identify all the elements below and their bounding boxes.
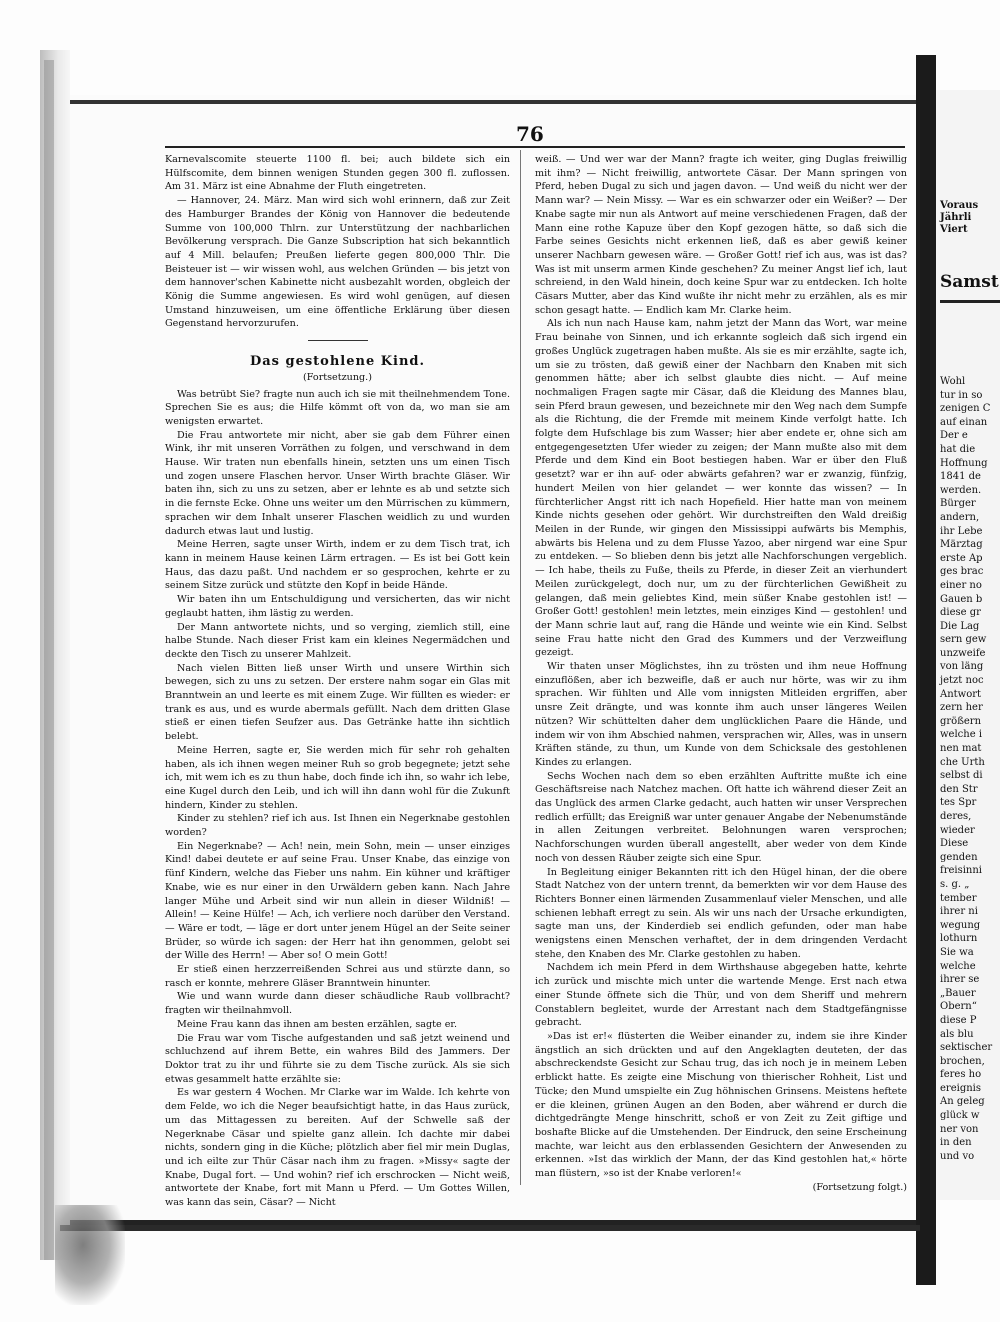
story-paragraph: Nachdem ich mein Pferd in dem Wirthshause abgegeben hatte, kehrte ich zurück und mischte mich unter die wartende Menge. Erst nach etwa einer Stunde öffnete sich die Thür, und von dem Sheriff und mehrern Constablern begleitet, wurde der Arrestant nach dem Stadtgefängnisse gebracht. [535, 962, 907, 1029]
adjacent-text-fragment: glück w [940, 1110, 980, 1122]
story-paragraph: Sechs Wochen nach dem so eben erzählten Auftritte mußte ich eine Geschäftsreise nach Natchez machen. Oft hatte ich während dieser Zeit an das Unglück des armen Clarke gedacht, auch hatten wir unser Versprechen redlich erfüllt; das Ereigniß war unter genauer Angabe der Nebenumstände in allen Zeitungen verbreitet. Belohnungen waren versprochen; Nachforschungen wurden überall angestellt, aber weder von dem Kinde noch von dessen Räuber zeigte sich eine Spur. [535, 770, 907, 864]
page-edge [44, 60, 54, 1260]
adjacent-text-fragment: Märztag [940, 539, 983, 551]
adjacent-text-fragment: ihr Lebe [940, 525, 983, 537]
adjacent-text-fragment: auf einan [940, 416, 988, 428]
adjacent-text-fragment: tur in so [940, 389, 983, 401]
adjacent-text-fragment: Wohl [940, 376, 966, 387]
adjacent-text-fragment: Bürger [940, 498, 976, 510]
adjacent-page-body [940, 375, 1000, 1163]
adjacent-text-fragment: freisinni [940, 865, 983, 877]
adjacent-page-title: Samst [940, 272, 999, 292]
adjacent-text-fragment: ihrer se [940, 974, 980, 986]
adjacent-text-fragment: Diese [940, 838, 969, 850]
adjacent-text-fragment: nen mat [940, 743, 982, 755]
adjacent-text-fragment: hat die [940, 443, 976, 455]
adjacent-text-fragment: ihrer ni [940, 906, 978, 918]
adjacent-text-fragment: brochen, [940, 1055, 985, 1067]
story-paragraph: Kinder zu stehlen? rief ich aus. Ist Ihnen ein Negerknabe gestohlen worden? [165, 813, 510, 839]
story-paragraph: Als ich nun nach Hause kam, nahm jetzt der Mann das Wort, war meine Frau beinahe von Sinnen, und ich erkannte sogleich daß sich irgend ein großes Unglück zugetragen haben mußte. Als sie es mir erzählte, sagte ich, um sie zu trösten, daß gewiß einer der Nachbarn den Knaben mit sich genommen hätte; aber ich selbst glaubte dies nicht. — Auf meine nochmaligen Fragen sagte mir Cäsar, daß die Kleidung des Mannes blau, sein Pferd braun gewesen, und bezeichnete mir den Weg nach dem Sumpfe als die Richtung, die der Fremde mit meinem Kinde verfolgt hatte. Ich folgte dem Hufschlage bis zum Wasser; hier aber endete er, ohne sich am entgegengesetzten Ufer wieder zu zeigen; der Mann mußte also mit dem Pferde und dem Kind ein Boot bestiegen haben. War er über den Fluß gesetzt? war er ihn auf- oder abwärts gefahren? war er zwanzig, fünfzig, hundert Meilen von hier gelandet — wer konnte das wissen? — In fürchterlicher Angst ritt ich nach Hopefield. Hier hatte man von meinem Kinde nichts gesehen oder gehört. Wir durchstreiften den Wald dreißig Meilen in der Runde, wir gingen den Mississippi aufwärts bis Memphis, abwärts bis Helena und zu dem Flusse Yazoo, aber nirgend war eine Spur zu entdeken. — So blieben denn bis jetzt alle Nachforschungen vergeblich. — Ich habe, theils zu Fuße, theils zu Pferde, in dieser Zeit an vierhundert Meilen zurückgelegt, doch nur, um zu der fürchterlichen Gewißheit zu gelangen, daß mein geliebtes Kind, mein süßer Knabe gestohlen ist! — Großer Gott! gestohlen! mein letztes, mein einziges Kind — gestohlen! und der Mann schrie laut auf, rang die Hände und weinte wie ein Kind. Selbst seine Frau hatte nicht den Grad des Kummers und der Verzweiflung gezeigt. [535, 318, 907, 659]
adjacent-text-fragment: „Bauer [940, 987, 976, 999]
adjacent-text-fragment: s. g. „ [940, 878, 970, 890]
adjacent-text-fragment: werden. [940, 484, 982, 496]
adjacent-text-fragment: ges brac [940, 566, 984, 578]
adjacent-text-fragment: zenigen C [940, 403, 991, 415]
adjacent-text-fragment: 1841 de [940, 471, 981, 483]
adjacent-text-fragment: Antwort [940, 688, 982, 700]
header-rule [165, 146, 905, 148]
continuation-note: (Fortsetzung folgt.) [812, 1181, 907, 1193]
adjacent-text-fragment: wegung [940, 919, 981, 931]
right-column [535, 153, 907, 1194]
news-paragraph: Karnevalscomite steuerte 1100 fl. bei; auch bildete sich ein Hülfscomite, dem binnen wenigen Stunden gegen 300 fl. zuflossen. Am 31. März ist eine Abnahme der Fluth eingetreten. [165, 154, 510, 193]
story-paragraph: Er stieß einen herzzerreißenden Schrei aus und stürzte dann, so rasch er konnte, mehrere Gläser Branntwein hinunter. [165, 964, 510, 989]
adjacent-text-fragment: ereignis [940, 1082, 981, 1094]
adjacent-text-fragment: wieder [940, 824, 975, 836]
adjacent-text-fragment: größern [940, 715, 982, 727]
adjacent-text-fragment: che Urth [940, 756, 985, 768]
header-fragment: Jährli [940, 212, 972, 223]
adjacent-text-fragment: sern gew [940, 634, 987, 646]
adjacent-text-fragment: zern her [940, 702, 983, 714]
story-paragraph: Was betrübt Sie? fragte nun auch ich sie mit theilnehmendem Tone. Sprechen Sie es aus; die Hilfe kömmt oft von da, wo man sie am wenigsten erwartet. [165, 388, 510, 427]
story-paragraph: Nach vielen Bitten ließ unser Wirth und unsere Wirthin sich bewegen, sich zu uns zu setzen. Der erstere nahm sogar ein Glas mit Branntwein an und leerte es mit einem Zuge. Wir füllten es wieder: er trank es aus, und es wurde abermals gefüllt. Nach dem dritten Glase stieß er einen tiefen Seufzer aus. Das Getränke hatte ihn sichtlich belebt. [165, 662, 510, 743]
adjacent-text-fragment: Hoffnung [940, 457, 988, 469]
adjacent-text-fragment: diese gr [940, 607, 981, 619]
scan-stain [55, 1205, 125, 1305]
adjacent-text-fragment: erste Ap [940, 552, 983, 564]
adjacent-text-fragment: unzweife [940, 647, 986, 659]
adjacent-text-fragment: Sie wa [940, 946, 974, 958]
adjacent-text-fragment: feres ho [940, 1069, 982, 1081]
story-paragraph: In Begleitung einiger Bekannten ritt ich den Hügel hinan, der die obere Stadt Natchez von der untern trennt, da bemerkten wir vor dem Hause des Richters Bonner einen lärmenden Zusammenlauf vieler Menschen, und alle schienen lebhaft erregt zu sein. Als wir uns nach der Ursache erkundigten, sagte man uns, der Kinderdieb sei endlich gefunden, oder man habe wenigstens einen Menschen verhaftet, der in dem dringenden Verdacht stehe, den Knaben des Mr. Clarke gestohlen zu haben. [535, 866, 907, 960]
adjacent-text-fragment: welche [940, 960, 976, 972]
top-rule [70, 100, 916, 104]
news-paragraph: — Hannover, 24. März. Man wird sich wohl erinnern, daß zur Zeit des Hamburger Brandes der König von Hannover die bedeutende Summe von 100,000 Thlrn. zur Unterstützung der nachbarlichen Bevölkerung versprach. Die Ganze Subscription hat sich bekanntlich auf 4 Mill. belaufen; Preußen lieferte gegen 800,000 Thlr. Die Beisteuer ist — wir wissen wohl, aus welchen Gründen — bis jetzt von dem hannover'schen Kabinette nicht ausbezahlt worden, obgleich der König die Summe angewiesen. Es wird wohl genügen, auf diesen Umstand hinzuweisen, um eine öffentliche Erklärung über diesen Gegenstand hervorzurufen. [165, 195, 510, 330]
story-paragraph: Die Frau antwortete mir nicht, aber sie gab dem Führer einen Wink, ihr mit unseren Vorräthen zu folgen, und verschwand in dem Hause. Wir traten nun ebenfalls hinein, setzten uns um einen Tisch und zogen unsere Flaschen hervor. Unser Wirth brachte Gläser. Wir baten ihn, sich zu uns zu setzen, aber er lehnte es ab und setzte sich in die fernste Ecke. Ohne uns weiter um den Mürrischen zu kümmern, sprachen wir dem Inhalt unserer Flaschen weidlich zu und wurden dadurch etwas laut und lustig. [165, 429, 510, 537]
adjacent-text-fragment: in den [940, 1137, 972, 1149]
adjacent-text-fragment: deres, [940, 811, 972, 822]
adjacent-text-fragment: jetzt noc [940, 675, 984, 687]
adjacent-text-fragment: An geleg [940, 1096, 985, 1108]
adjacent-text-fragment: andern, [940, 511, 980, 523]
adjacent-text-fragment: sektischer [940, 1042, 993, 1054]
adjacent-text-fragment: von läng [940, 661, 984, 673]
story-paragraph: Ein Negerknabe? — Ach! nein, mein Sohn, mein — unser einziges Kind! dabei deutete er auf seine Frau. Unser Knabe, das einzige von fünf Kindern, welche das Fieber uns nahm. Ein kühner und kräftiger Knabe, wie es nur einer in den Urwäldern geben kann. Nach Jahre langer Mühe und Arbeit sind wir nun allein in dieser Wildniß! — Allein! — Keine Hülfe! — Ach, ich verliere noch darüber den Verstand. — Wäre er todt, — läge er dort unter jenem Hügel an der Seite seiner Brüder, so würde ich sagen: der Herr hat ihn genommen, gelobt sei der Wille des Herrn! — Aber so! O mein Gott! [165, 840, 510, 962]
story-paragraph: Der Mann antwortete nichts, und so verging, ziemlich still, eine halbe Stunde. Nach dieser Frist kam ein kleines Negermädchen und deckte den Tisch zu unserer Mahlzeit. [165, 621, 510, 660]
page-bottom-edge [60, 1225, 920, 1231]
adjacent-text-fragment: ner von [940, 1123, 979, 1135]
header-fragment: Voraus [940, 200, 979, 211]
page-gutter [916, 55, 936, 1285]
header-fragment: Viert [940, 224, 968, 235]
adjacent-text-fragment: lothurn [940, 933, 978, 945]
story-paragraph: Meine Herren, sagte unser Wirth, indem er zu dem Tisch trat, ich kann in meinem Hause keinen Lärm ertragen. — Es ist bei Gott kein Haus, das dazu paßt. Und nachdem er so gesprochen, kehrte er zu seinem Sitze zurück und stützte den Kopf in beide Hände. [165, 539, 510, 592]
adjacent-text-fragment: tember [940, 892, 977, 904]
adjacent-text-fragment: welche i [940, 729, 983, 741]
article-title: Das gestohlene Kind. [249, 354, 426, 370]
story-paragraph: Meine Herren, sagte er, Sie werden mich für sehr roh gehalten haben, als ich ihnen wegen meiner Ruh so grob begegnete; jetzt sehe ich, mit wem ich es zu thun habe, doch finde ich ihn, so wahr ich lebe, eine Kugel durch den Leib, und ich will ihn dann wohl für die Zukunft hindern, Kinder zu stehlen. [165, 744, 510, 811]
story-paragraph: Wir baten ihn um Entschuldigung und versicherten, das wir nicht geglaubt hatten, ihm lästig zu werden. [165, 594, 510, 619]
adjacent-text-fragment: und vo [940, 1150, 975, 1162]
adjacent-text-fragment: Die Lag [940, 620, 980, 632]
story-paragraph: Die Frau war vom Tische aufgestanden und saß jetzt weinend und schluchzend auf ihrem Bette, ein wahres Bild des Jammers. Der Doktor trat zu ihr und führte sie zu dem Tische zurück. Als sie sich etwas gesammelt hatte erzählte sie: [165, 1032, 510, 1085]
story-paragraph: Meine Frau kann das ihnen am besten erzählen, sagte er. [177, 1018, 458, 1030]
adjacent-title-rule [940, 300, 1000, 303]
adjacent-page-header [940, 200, 978, 236]
adjacent-text-fragment: tes Spr [940, 797, 977, 809]
adjacent-text-fragment: selbst di [940, 770, 983, 782]
story-paragraph: weiß. — Und wer war der Mann? fragte ich weiter, ging Duglas freiwillig mit ihm? — Nicht freiwillig, antwortete Cäsar. Der Mann springen von Pferd, heben Dugal zu sich und jagen davon. — Und weiß du nicht wer der Mann war? — Nein Missy. — War es ein schwarzer oder ein Weißer? — Der Knabe sagte mir nun als Antwort auf meine verschiedenen Fragen, daß der Mann eine rothe Kapuze über den Kopf gezogen hätte, so daß sich die Farbe seines Gesichts nicht erkennen ließ, daß es aber gewiß keiner unserer Nachbarn gewesen wäre. — Großer Gott! rief ich aus, was ist das? Was ist mit unserm armen Kinde geschehen? Zu meiner Angst lief ich, laut schreiend, in den Wald hinein, doch keine Spur war zu entdecken. Ich holte Cäsars Mutter, aber das Kind wußte ihr nicht mehr zu erzählen, als es mir schon gesagt hatte. — Endlich kam Mr. Clarke heim. [535, 154, 907, 316]
adjacent-text-fragment: Gauen b [940, 593, 983, 605]
story-paragraph: »Das ist er!« flüsterten die Weiber einander zu, indem sie ihre Kinder ängstlich an sich drückten und auf den Angeklagten deuteten, der das abschreckendste Gesicht zur Schau trug, das ich noch je in meinem Leben erblickt hatte. Es zeigte eine Mischung von thierischer Rohheit, List und Tücke; den Mund umspielte ein Zug höhnischen Grinsens. Meistens heftete er die kleinen, grünen Augen an den Boden, aber während er durch die dichtgedrängte Menge hinschritt, schoß er von Zeit zu Zeit giftige und boshafte Blicke auf die Umstehenden. Der Eindruck, den seine Erscheinung machte, war leicht aus den erblassenden Gesichtern der Anwesenden zu erkennen. »Ist das wirklich der Mann, der das Kind gestohlen hat,« hörte man flüstern, »so ist der Knabe verloren!« [535, 1031, 907, 1180]
page-number: 76 [516, 122, 544, 146]
adjacent-text-fragment: diese P [940, 1014, 977, 1026]
story-paragraph: Wir thaten unser Möglichstes, ihn zu trösten und ihm neue Hoffnung einzuflößen, aber ich bezweifle, daß er auch nur hörte, was wir zu ihm sprachen. Wir fühlten und Alle vom innigsten Mitleiden ergriffen, aber unsre Zeit drängte, und was konnte ihm auch unser längeres Weilen nützen? Wir schüttelten daher dem unglücklichen Paare die Hände, und indem wir von ihm Abschied nahmen, versprachen wir, Alles, was in unsern Kräften stände, zu thun, um Kunde von dem Schicksale des gestohlenen Kindes zu erlangen. [535, 661, 907, 768]
story-paragraph: Wie und wann wurde dann dieser schäudliche Raub vollbracht? fragten wir theilnahmvoll. [165, 991, 510, 1017]
article-subtitle: (Fortsetzung.) [303, 371, 372, 383]
adjacent-text-fragment: Obern“ [940, 1001, 977, 1013]
left-column [165, 153, 510, 1210]
section-divider [308, 340, 368, 341]
story-paragraph: Es war gestern 4 Wochen. Mr Clarke war im Walde. Ich kehrte von dem Felde, wo ich die Neger beaufsichtigt hatte, in das Haus zurück, um das Mittagessen zu bereiten. Auf der Schwelle saß der Negerknabe Cäsar und spielte ganz allein. Ich dachte mir dabei nichts, sondern ging in die Küche; plötzlich aber fiel mir mein Duglas, und ich eilte zur Thür Cäsar nach ihm zu fragen. »Missy« sagte der Knabe, Dugal fort. — Und wohin? rief ich erschrocken — Nicht weiß, antwortete der Knabe, fort mit Mann u Pferd. — Um Gottes Willen, was kann das sein, Cäsar? — Nicht [165, 1087, 510, 1209]
adjacent-text-fragment: den Str [940, 783, 978, 795]
adjacent-text-fragment: genden [940, 851, 978, 863]
adjacent-text-fragment: einer no [940, 579, 982, 591]
adjacent-text-fragment: Der e [940, 430, 968, 442]
column-divider [520, 150, 521, 1185]
adjacent-text-fragment: als blu [940, 1028, 974, 1040]
